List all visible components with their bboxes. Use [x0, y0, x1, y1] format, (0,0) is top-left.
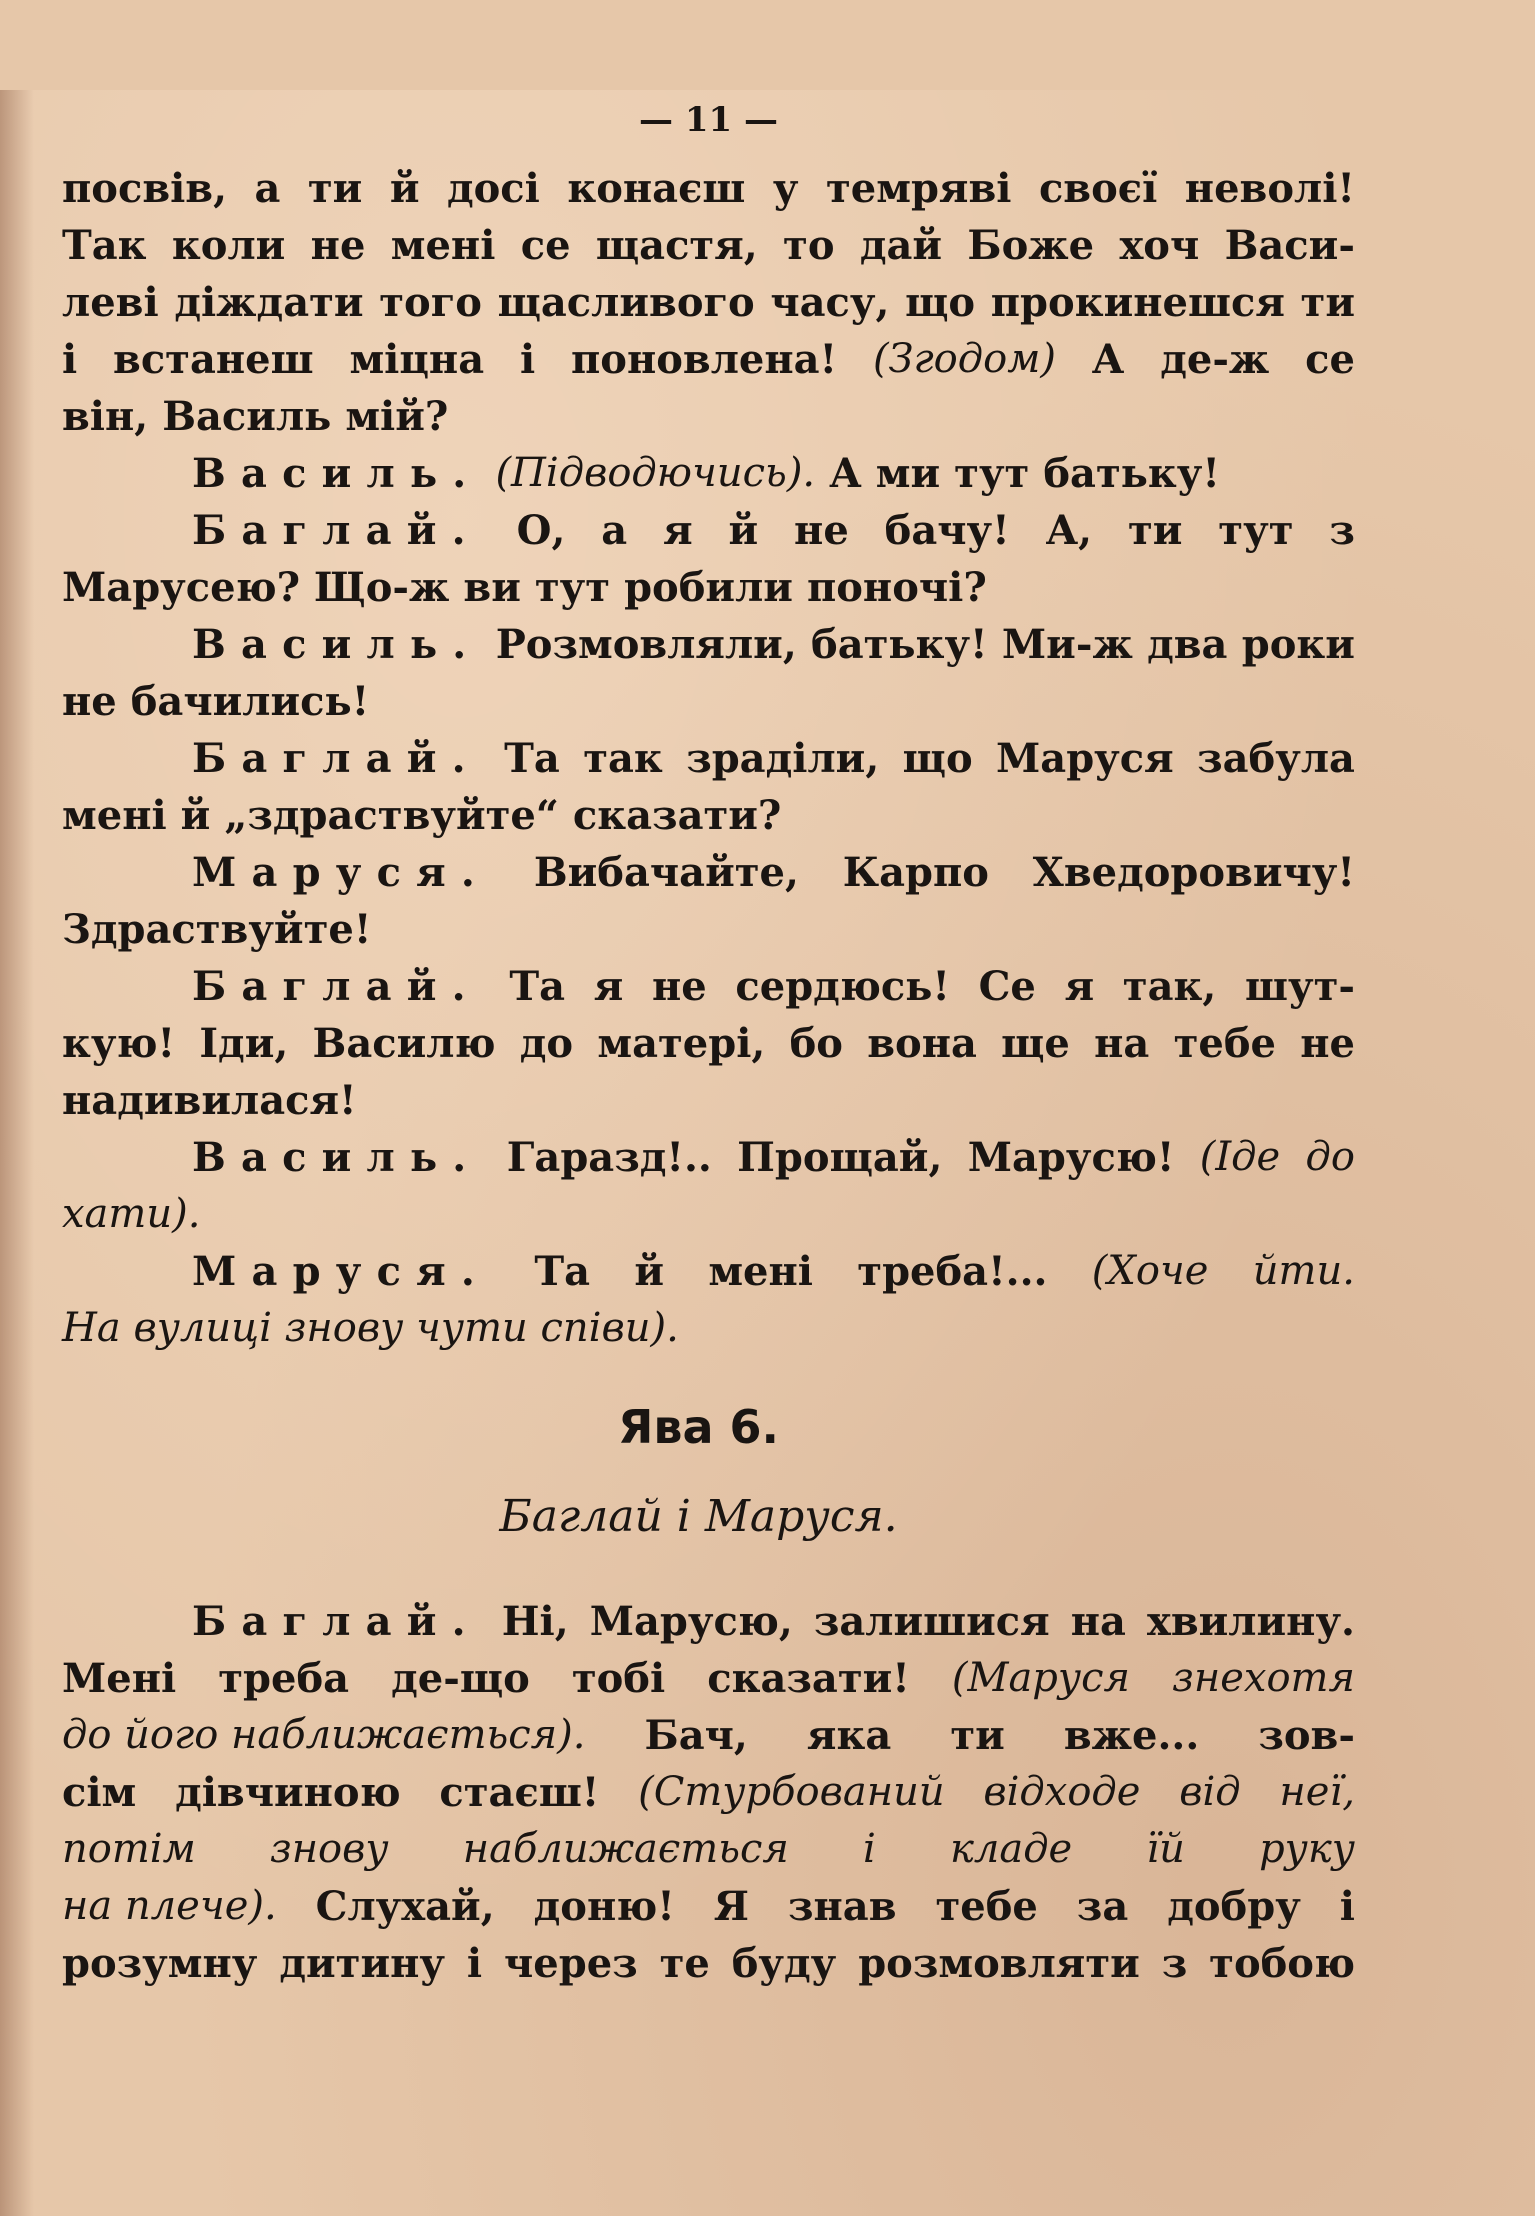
word: А [1091, 336, 1125, 383]
word: Та [504, 735, 560, 782]
word: батьку! [811, 621, 988, 668]
stage-direction: (Згодом) [872, 336, 1056, 382]
word: тобі [571, 1655, 666, 1702]
text-line [62, 673, 1355, 730]
word: з [1161, 1940, 1188, 1987]
text-line [62, 1015, 1355, 1072]
replica-line [62, 844, 1355, 901]
word: у [772, 165, 799, 212]
text-line [62, 1764, 1355, 1821]
word: шут- [1244, 963, 1355, 1010]
text-line [62, 1186, 1355, 1243]
stage-direction: знову [269, 1826, 389, 1872]
word: залишися [813, 1598, 1050, 1645]
word: не [652, 963, 707, 1010]
word: дівчиною [175, 1769, 401, 1816]
word: Ми-ж [1001, 621, 1133, 668]
word: ти [1300, 279, 1355, 326]
word: доню! [533, 1883, 675, 1930]
word: вона [867, 1020, 977, 1067]
stage-direction: (Стурбований [638, 1769, 945, 1815]
word: Марусю, [589, 1598, 793, 1645]
word: він, [62, 393, 149, 440]
scene-title: Ява 6. [617, 1400, 780, 1454]
word: що [905, 279, 976, 326]
speaker-name: Василь. [192, 1134, 482, 1181]
stage-direction: руку [1259, 1826, 1355, 1872]
word: робили [624, 564, 793, 611]
stage-direction: відходе [983, 1769, 1141, 1815]
word: щасливого [497, 279, 755, 326]
word: я [1064, 963, 1095, 1010]
replica-line [62, 958, 1355, 1015]
word: тут [534, 564, 611, 611]
replica-line [62, 445, 1355, 502]
stage-direction: (Іде [1199, 1134, 1281, 1180]
stage-direction: до його наближається). [62, 1712, 586, 1758]
word: мені [62, 792, 167, 839]
stage-direction: неї, [1279, 1769, 1355, 1815]
word: конаєш [567, 165, 746, 212]
word: міцна [349, 336, 485, 383]
word: не [310, 222, 366, 269]
word: „здраствуйте“ [224, 792, 559, 839]
word: стаєш! [439, 1769, 600, 1816]
word: тебе [935, 1883, 1038, 1930]
speaker-name: Маруся. [192, 1248, 491, 1295]
word: й [634, 1248, 664, 1295]
replica-line [62, 616, 1355, 673]
word: не [794, 507, 849, 554]
word: Хведоровичу! [1032, 849, 1355, 896]
stage-direction: кладе [949, 1826, 1073, 1872]
word: А, [1045, 507, 1093, 554]
word: й [389, 165, 420, 212]
word: Ні, [501, 1598, 569, 1645]
word: Та [509, 963, 566, 1010]
stage-direction: потім [62, 1826, 196, 1872]
word: Се [978, 963, 1036, 1010]
text-line [62, 388, 1355, 445]
replica-line [62, 1129, 1355, 1186]
word: Я [713, 1883, 750, 1930]
word: бачились! [130, 678, 370, 725]
word: сказати! [707, 1655, 910, 1702]
word: хоч [1119, 222, 1200, 269]
word: не [1300, 1020, 1355, 1067]
word: темряві [825, 165, 1012, 212]
stage-direction: (Хоче [1091, 1248, 1209, 1294]
text-line [62, 331, 1355, 388]
word: і [519, 336, 536, 383]
word: Та [534, 1248, 591, 1295]
word: Вибачайте, [533, 849, 799, 896]
word: Маруся [996, 735, 1174, 782]
text-line [62, 1878, 1355, 1935]
word: забула [1197, 735, 1355, 782]
word: Прощай, [737, 1134, 943, 1181]
word: мені [390, 222, 496, 269]
word: коли [171, 222, 286, 269]
text-line [62, 217, 1355, 274]
word: хвилину. [1146, 1598, 1355, 1645]
word: встанеш [113, 336, 314, 383]
word: і [1339, 1883, 1355, 1930]
text-line [62, 1935, 1355, 1992]
speaker-name: Маруся. [192, 849, 491, 896]
word: мені [708, 1248, 813, 1295]
word: а [601, 507, 628, 554]
word: на [1094, 1020, 1150, 1067]
scene-characters: Баглай і Маруся. [499, 1491, 898, 1542]
word: добру [1167, 1883, 1301, 1930]
replica-line [62, 1593, 1355, 1650]
word: тебе [1173, 1020, 1276, 1067]
word: дай [859, 222, 943, 269]
text-line [62, 787, 1355, 844]
stage-direction: до [1305, 1134, 1355, 1180]
word: зов- [1258, 1712, 1355, 1759]
stage-direction: їй [1146, 1826, 1185, 1872]
word: се [520, 222, 571, 269]
word: тут [1218, 507, 1294, 554]
word: леві [62, 279, 159, 326]
text-line [62, 1072, 1355, 1129]
word: часу, [770, 279, 890, 326]
word: Васи- [1224, 222, 1355, 269]
word: ти [1127, 507, 1183, 554]
word: дитину [279, 1940, 445, 1987]
word: треба!... [857, 1248, 1048, 1295]
word: Карпо [842, 849, 989, 896]
word: надивилася! [62, 1077, 357, 1124]
stage-direction: йти. [1252, 1248, 1355, 1294]
word: бачу! [884, 507, 1010, 554]
text-line [62, 1707, 1355, 1764]
text-line [62, 559, 1355, 616]
word: Марусю! [967, 1134, 1175, 1181]
stage-direction: На вулиці знову чути співи). [62, 1305, 679, 1351]
word: вже... [1063, 1712, 1200, 1759]
stage-direction: (Маруся [951, 1655, 1130, 1701]
word: знав [788, 1883, 897, 1930]
word: своєї [1038, 165, 1158, 212]
word: тут [954, 450, 1030, 497]
word: так [583, 735, 663, 782]
replica-line [62, 502, 1355, 559]
word: ти [950, 1712, 1005, 1759]
word: Так [62, 222, 147, 269]
word: ти [307, 165, 363, 212]
word: так, [1122, 963, 1217, 1010]
word: А [829, 450, 862, 497]
stage-direction: від [1179, 1769, 1241, 1815]
word: зраділи, [686, 735, 880, 782]
replica-line [62, 1243, 1355, 1300]
word: я [663, 507, 693, 554]
word: О, [516, 507, 566, 554]
word: Бач, [644, 1712, 748, 1759]
word: посвів, [62, 165, 228, 212]
book-page [0, 90, 1535, 2216]
word: діждати [174, 279, 364, 326]
word: й [180, 792, 211, 839]
word: і [466, 1940, 483, 1987]
word: й [728, 507, 759, 554]
word: до [519, 1020, 574, 1067]
speaker-name: Баглай. [192, 1598, 481, 1645]
word: Василь [162, 393, 332, 440]
word: за [1076, 1883, 1129, 1930]
word: кую! [62, 1020, 176, 1067]
word: і [62, 336, 78, 383]
stage-direction: і [863, 1826, 876, 1872]
word: матері, [597, 1020, 766, 1067]
word: а [254, 165, 281, 212]
word: тобою [1209, 1940, 1355, 1987]
word: з [1329, 507, 1355, 554]
stage-direction: наближається [462, 1826, 789, 1872]
word: ще [1001, 1020, 1070, 1067]
word: Гаразд!.. [506, 1134, 712, 1181]
text-line [62, 1821, 1355, 1878]
word: де-ж [1160, 336, 1270, 383]
word: сім [62, 1769, 137, 1816]
word: не [62, 678, 117, 725]
word: через [504, 1940, 638, 1987]
word: сердюсь! [735, 963, 950, 1010]
stage-direction: на плече). [62, 1883, 277, 1929]
word: що [902, 735, 973, 782]
word: Василю [312, 1020, 496, 1067]
word: треба [218, 1655, 350, 1702]
word: Здраствуйте! [62, 906, 372, 953]
word: то [783, 222, 835, 269]
word: мій? [345, 393, 449, 440]
stage-direction: знехотя [1172, 1655, 1355, 1701]
word: буду [731, 1940, 837, 1987]
word: Розмовляли, [495, 621, 797, 668]
word: Боже [967, 222, 1095, 269]
speaker-name: Баглай. [192, 963, 481, 1010]
text-line [62, 901, 1355, 958]
stage-direction: хати). [62, 1191, 201, 1237]
word: Що-ж [314, 564, 450, 611]
word: неволі! [1184, 165, 1355, 212]
text-line [62, 274, 1355, 331]
word: два [1147, 621, 1228, 668]
page-number: — 11 — [639, 100, 778, 140]
stage-direction: (Підводючись). [495, 450, 816, 496]
word: поночі? [806, 564, 987, 611]
word: яка [806, 1712, 892, 1759]
word: сказати? [572, 792, 782, 839]
word: де-що [391, 1655, 530, 1702]
word: щастя, [595, 222, 758, 269]
word: бо [789, 1020, 843, 1067]
word: се [1305, 336, 1355, 383]
word: розумну [62, 1940, 258, 1987]
word: Слухай, [315, 1883, 495, 1930]
word: досі [446, 165, 540, 212]
word: поновлена! [570, 336, 838, 383]
text-line [62, 1300, 1355, 1357]
word: на [1070, 1598, 1126, 1645]
word: роки [1241, 621, 1355, 668]
word: Іди, [199, 1020, 289, 1067]
text-line [62, 1650, 1355, 1707]
replica-line [62, 730, 1355, 787]
word: ви [463, 564, 521, 611]
text-line [62, 160, 1355, 217]
word: ми [875, 450, 941, 497]
speaker-name: Василь. [192, 621, 482, 668]
word: я [593, 963, 624, 1010]
word: те [659, 1940, 710, 1987]
speaker-name: Василь. [192, 450, 482, 497]
word: прокинешся [990, 279, 1285, 326]
speaker-name: Баглай. [192, 507, 481, 554]
speaker-name: Баглай. [192, 735, 481, 782]
word: того [379, 279, 482, 326]
word: розмовляти [858, 1940, 1140, 1987]
word: батьку! [1043, 450, 1220, 497]
word: Мені [62, 1655, 177, 1702]
word: Марусею? [62, 564, 301, 611]
